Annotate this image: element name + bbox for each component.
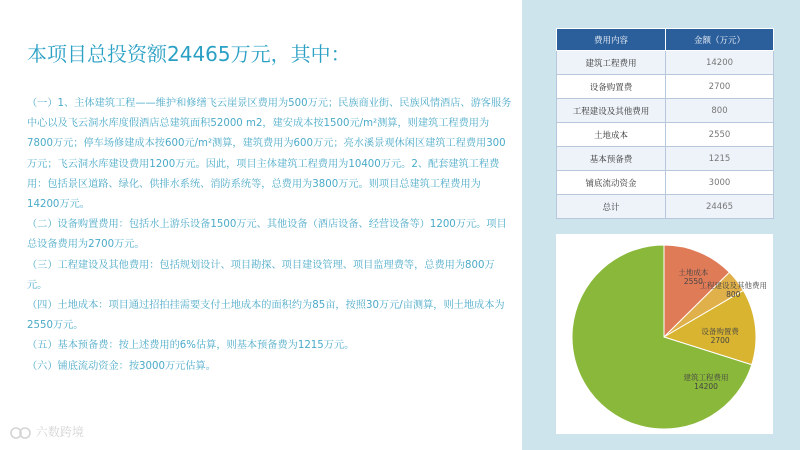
paragraph-land: （四）土地成本：项目通过招拍挂需要支付土地成本的面积约为85亩，按照30万元/亩测算，则土地成本为2550万元。 <box>27 300 505 332</box>
logo-icon <box>10 426 32 440</box>
table-cell-amount: 14200 <box>666 51 774 75</box>
paragraph-equipment: （二）设备购置费用：包括水上游乐设备1500万元、其他设备（酒店设备、经营设备等）1200万元。项目总设备费用为2700万元。 <box>27 219 507 251</box>
table-row <box>557 147 774 171</box>
pie-chart-panel <box>556 234 773 434</box>
table-cell-item: 总计 <box>557 195 666 219</box>
table-cell-item: 建筑工程费用 <box>557 51 666 75</box>
cost-table <box>556 28 774 219</box>
table-cell-amount: 3000 <box>666 171 774 195</box>
watermark <box>10 423 84 440</box>
table-row <box>557 51 774 75</box>
table-cell-amount: 800 <box>666 99 774 123</box>
table-header-amount: 金额（万元） <box>666 29 774 51</box>
table-cell-amount: 1215 <box>666 147 774 171</box>
paragraph-construction: （一）1、主体建筑工程——维护和修缮飞云崖景区费用为500万元；民族商业街、民族风情酒店、游客服务中心以及飞云洞水库度假酒店总建筑面积52000 m2，建安成本按1500元/m²测算，则建筑工程费用为7800万元；停车场修建成本按600元/m²测算，建筑费用为600万元；亮水溪景观休闲区建筑工程费用300万元；飞云洞水库建设费用1200万元。因此，项目主体建筑工程费用为10400万元。2、配套建筑工程费用：包括景区道路、绿化、供排水系统、消防系统等，总费用为3800万元。则项目总建筑工程费用为14200万元。 <box>27 98 512 211</box>
table-header-row <box>557 29 774 51</box>
table-row <box>557 171 774 195</box>
table-cell-amount: 24465 <box>666 195 774 219</box>
table-cell-item: 基本预备费 <box>557 147 666 171</box>
table-cell-item: 铺底流动资金 <box>557 171 666 195</box>
watermark-text: 六数跨境 <box>35 425 84 439</box>
table-row <box>557 75 774 99</box>
pie-data-label: 设备购置费 2700 <box>701 326 739 345</box>
table-row-total <box>557 195 774 219</box>
table-cell-item: 土地成本 <box>557 123 666 147</box>
pie-data-label: 建筑工程费用 14200 <box>683 373 729 391</box>
pie-data-label: 土地成本 2550 <box>678 267 709 286</box>
paragraph-working-capital: （六）铺底流动资金：按3000万元估算。 <box>27 360 216 372</box>
pie-data-label: 工程建设及其他费用 800 <box>699 280 768 299</box>
table-header-item: 费用内容 <box>557 29 666 51</box>
table-cell-item: 设备购置费 <box>557 75 666 99</box>
table-cell-amount: 2700 <box>666 75 774 99</box>
cost-description <box>27 94 513 377</box>
pie-chart <box>556 234 773 434</box>
table-cell-amount: 2550 <box>666 123 774 147</box>
paragraph-other-costs: （三）工程建设及其他费用：包括规划设计、项目勘探、项目建设管理、项目监理费等，总费用为800万元。 <box>27 259 495 291</box>
table-cell-item: 工程建设及其他费用 <box>557 99 666 123</box>
paragraph-reserve: （五）基本预备费：按上述费用的6%估算，则基本预备费为1215万元。 <box>27 340 355 352</box>
table-row <box>557 99 774 123</box>
table-row <box>557 123 774 147</box>
page-title: 本项目总投资额24465万元，其中： <box>27 42 351 66</box>
